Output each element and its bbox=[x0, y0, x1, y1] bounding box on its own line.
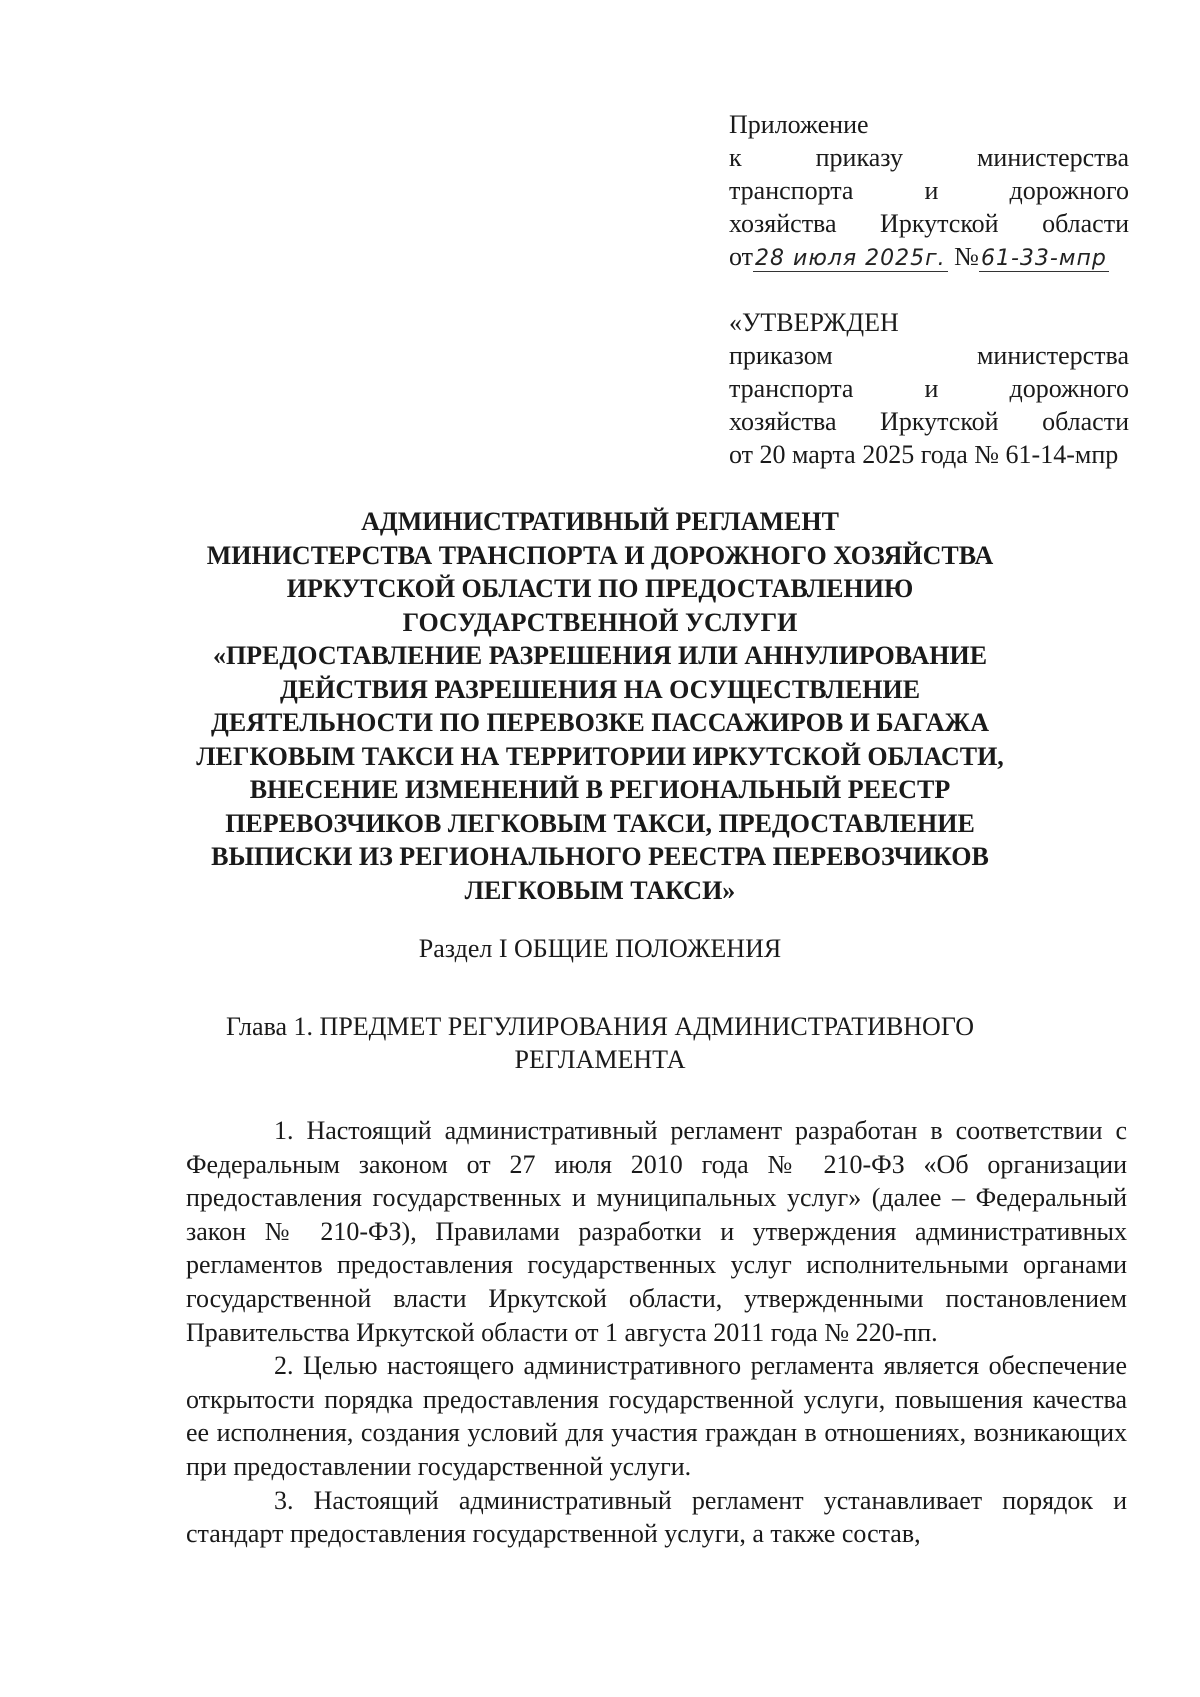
title-line: ЛЕГКОВЫМ ТАКСИ НА ТЕРРИТОРИИ ИРКУТСКОЙ ОБЛАСТИ, bbox=[196, 741, 1004, 771]
document-title bbox=[180, 505, 1020, 907]
chapter-line-2: РЕГЛАМЕНТА bbox=[514, 1045, 686, 1074]
section-heading: Раздел I ОБЩИЕ ПОЛОЖЕНИЯ bbox=[418, 934, 782, 963]
approved-line-5: от 20 марта 2025 года № 61-14-мпр bbox=[729, 440, 1119, 469]
approved-block bbox=[729, 306, 1129, 471]
approved-line-1: «УТВЕРЖДЕН bbox=[729, 308, 899, 337]
appendix-number-sign: № bbox=[954, 242, 979, 271]
chapter-heading bbox=[180, 1010, 1020, 1076]
approved-line-4: хозяйства Иркутской области bbox=[729, 407, 1129, 436]
paragraph-3: 3. Настоящий административный регламент устанавливает порядок и стандарт предоставления государственной услуги, а также состав, bbox=[186, 1485, 1127, 1549]
approved-line-2: приказом министерства bbox=[729, 341, 1129, 370]
handwritten-date: 28 июля 2025г. bbox=[755, 246, 946, 271]
paragraph-1: 1. Настоящий административный регламент разработан в соответствии с Федеральным законом от 27 июля 2010 года № 210-ФЗ «Об организации предоставления государственных и муниципальных услуг» (далее – Федеральный закон № 210-ФЗ), Правилами разработки и утверждения административных регламентов предоставления государственных услуг исполнительными органами государственной власти Иркутской области, утвержденными постановлением Правительства Иркутской области от 1 августа 2011 года № 220-пп. bbox=[186, 1116, 1127, 1347]
body-text bbox=[186, 1114, 1127, 1551]
chapter-line-1: Глава 1. ПРЕДМЕТ РЕГУЛИРОВАНИЯ АДМИНИСТРАТИВНОГО bbox=[225, 1012, 974, 1041]
title-line: ЛЕГКОВЫМ ТАКСИ» bbox=[464, 875, 736, 905]
title-line: МИНИСТЕРСТВА ТРАНСПОРТА И ДОРОЖНОГО ХОЗЯЙСТВА bbox=[206, 540, 994, 570]
title-line: АДМИНИСТРАТИВНЫЙ РЕГЛАМЕНТ bbox=[361, 507, 839, 536]
appendix-date-prefix: от bbox=[729, 242, 754, 271]
title-line: ИРКУТСКОЙ ОБЛАСТИ ПО ПРЕДОСТАВЛЕНИЮ bbox=[286, 574, 914, 603]
paragraph-2: 2. Целью настоящего административного регламента является обеспечение открытости порядка предоставления государственной услуги, повышения качества ее исполнения, создания условий для участия граждан в отношениях, возникающих при предоставлении государственной услуги. bbox=[186, 1351, 1127, 1481]
appendix-line-1: Приложение bbox=[729, 110, 869, 139]
appendix-line-3: транспорта и дорожного bbox=[729, 176, 1129, 205]
title-line: «ПРЕДОСТАВЛЕНИЕ РАЗРЕШЕНИЯ ИЛИ АННУЛИРОВАНИЕ bbox=[212, 641, 988, 670]
appendix-line-5 bbox=[729, 240, 1129, 275]
title-line: ПЕРЕВОЗЧИКОВ ЛЕГКОВЫМ ТАКСИ, ПРЕДОСТАВЛЕНИЕ bbox=[225, 808, 975, 838]
appendix-line-4: хозяйства Иркутской области bbox=[729, 209, 1129, 238]
appendix-block bbox=[729, 108, 1129, 275]
title-line: ДЕЙСТВИЯ РАЗРЕШЕНИЯ НА ОСУЩЕСТВЛЕНИЕ bbox=[279, 674, 921, 704]
title-line: ВНЕСЕНИЕ ИЗМЕНЕНИЙ В РЕГИОНАЛЬНЫЙ РЕЕСТР bbox=[249, 775, 951, 804]
handwritten-order-number: 61-33-мпр bbox=[980, 246, 1107, 271]
approved-line-3: транспорта и дорожного bbox=[729, 374, 1129, 403]
appendix-line-2: к приказу министерства bbox=[729, 143, 1129, 172]
title-line: ВЫПИСКИ ИЗ РЕГИОНАЛЬНОГО РЕЕСТРА ПЕРЕВОЗЧИКОВ bbox=[211, 842, 989, 871]
title-line: ДЕЯТЕЛЬНОСТИ ПО ПЕРЕВОЗКЕ ПАССАЖИРОВ И БАГАЖА bbox=[210, 708, 990, 737]
title-line: ГОСУДАРСТВЕННОЙ УСЛУГИ bbox=[402, 607, 798, 637]
